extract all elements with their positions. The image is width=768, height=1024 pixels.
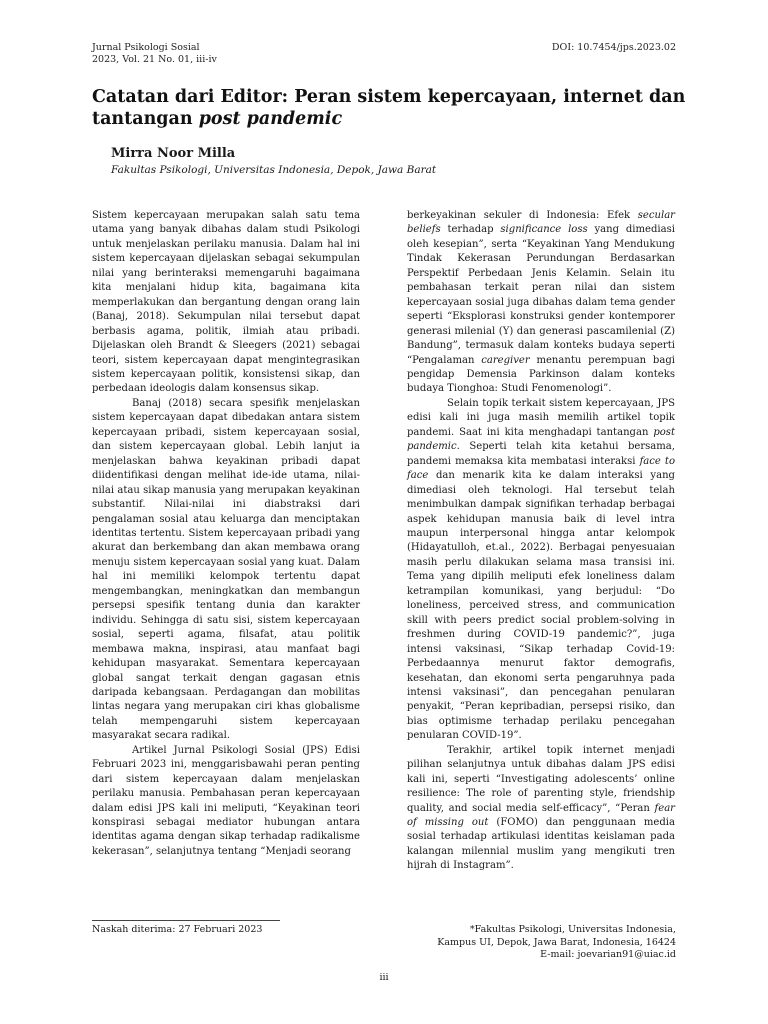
- paragraph-pandemic: Selain topik terkait sistem kepercayaan, JPS edisi kali ini juga masih memilih artikel topik pandemi. Saat ini kita menghadapi tantangan post pandemic. Seperti telah kita ketahui bersama, pandemi memaksa kita membatasi interaksi face to face dan menarik kita ke dalam interaksi yang dimediasi oleh teknologi. Hal tersebut telah menimbulkan dampak signifikan terhadap berbagai aspek kehidupan manusia baik di level intra maupun interpersonal hingga antar kelompok (Hidayatulloh, et.al., 2022). Berbagai penyesuaian masih perlu dilakukan selama masa transisi ini. Tema yang dipilih meliputi efek loneliness dalam ketrampilan komunikasi, yang berjudul: “Do loneliness, perceived stress, and communication skill with peers predict social problem-solving in freshmen during COVID-19 pandemic?”, juga intensi vaksinasi, “Sikap terhadap Covid-19: Perbedaannya menurut faktor demografis, kesehatan, dan ekonomi serta pengaruhnya pada intensi vaksinasi”, dan pencegahan penularan penyakit, “Peran kepribadian, persepsi risiko, dan bias optimisme terhadap perilaku pencegahan penularan COVID-19”.: [407, 397, 676, 742]
- doi-link[interactable]: DOI: 10.7454/jps.2023.02: [551, 42, 676, 53]
- running-header-left: [92, 42, 217, 66]
- paragraph-3: Artikel Jurnal Psikologi Sosial (JPS) Edisi Februari 2023 ini, menggarisbawahi peran penting dari sistem kepercayaan dalam menjelaskan perilaku manusia. Pembahasan peran kepercayaan dalam edisi JPS kali ini meliputi, “Keyakinan teori konspirasi sebagai mediator hubungan antara identitas agama dengan sikap terhadap radikalisme kekerasan”, selanjutnya tentang “Menjadi seorang: [92, 744, 360, 857]
- left-column: [92, 209, 360, 859]
- author-affiliation: Fakultas Psikologi, Universitas Indonesia, Depok, Jawa Barat: [111, 164, 437, 176]
- article-title-italic: post pandemic: [198, 109, 343, 129]
- footnote-divider: [92, 920, 280, 921]
- corr-email[interactable]: E-mail: joevarian91@uiac.id: [540, 949, 676, 960]
- paragraph-internet: Terakhir, artikel topik internet menjadi pilihan selanjutnya untuk dibahas dalam JPS edisi kali ini, seperti “Investigating adolescents’ online resilience: The role of parenting style, friendship quality, and social media self-efficacy”, “Peran fear of missing out (FOMO) dan penggunaan media sosial terhadap artikulasi identitas keislaman pada kalangan milennial muslim yang mengikuti tren hijrah di Instagram”.: [407, 744, 675, 872]
- paragraph-continuation: berkeyakinan sekuler di Indonesia: Efek secular beliefs terhadap significance loss yang dimediasi oleh kesepian”, serta “Keyakinan Yang Mendukung Tindak Kekerasan Perundungan Berdasarkan Perspektif Perbedaan Jenis Kelamin. Selain itu pembahasan terkait peran nilai dan sistem kepercayaan sosial juga dibahas dalam tema gender seperti “Eksplorasi konstruksi gender kontemporer generasi milenial (Y) dan generasi pascamilenial (Z) Bandung”, termasuk dalam konteks budaya seperti “Pengalaman caregiver menantu perempuan bagi pengidap Demensia Parkinson dalam konteks budaya Tionghoa: Studi Fenomenologi”.: [407, 210, 675, 395]
- article-title: [92, 86, 692, 130]
- author-name: Mirra Noor Milla: [111, 146, 236, 161]
- journal-volume: 2023, Vol. 21 No. 01, iii-iv: [92, 54, 217, 65]
- paragraph-2: Banaj (2018) secara spesifik menjelaskan sistem kepercayaan dapat dibedakan antara sistem kepercayaan pribadi, sistem kepercayaan sosial, dan sistem kepercayaan global. Lebih lanjut ia menjelaskan bahwa keyakinan pribadi dapat diidentifikasi dengan melihat ide-ide utama, nilai-nilai atau sikap manusia yang merupakan keyakinan substantif. Nilai-nilai ini diabstraksi dari pengalaman sosial atau keluarga dan menciptakan identitas tertentu. Sistem kepercayaan pribadi yang akurat dan berkembang dan akan membawa orang menuju sistem kepercayaan sosial yang kuat. Dalam hal ini memiliki kelompok tertentu dapat mengembangkan, meningkatkan dan membangun persepsi spesifik tentang dunia dan karakter individu. Sehingga di satu sisi, sistem kepercayaan sosial, seperti agama, filsafat, atau politik membawa makna, inspirasi, atau manfaat bagi kehidupan masyarakat. Sementara kepercayaan global sangat terkait dengan gagasan etnis daripada kebangsaan. Perdagangan dan mobilitas lintas negara yang merupakan ciri khas globalisme telah mempengaruhi sistem kepercayaan masyarakat secara radikal.: [92, 397, 360, 742]
- article-title-main: Catatan dari Editor: Peran sistem kepercayaan, internet dan tantangan: [92, 87, 686, 129]
- journal-name: Jurnal Psikologi Sosial: [92, 42, 200, 53]
- corr-affiliation: *Fakultas Psikologi, Universitas Indonesia,: [469, 924, 676, 935]
- received-date: Naskah diterima: 27 Februari 2023: [92, 924, 263, 935]
- corr-address: Kampus UI, Depok, Jawa Barat, Indonesia, 16424: [437, 936, 676, 948]
- page-number: iii: [379, 972, 389, 983]
- paragraph-1: Sistem kepercayaan merupakan salah satu tema utama yang banyak dibahas dalam studi Psikologi untuk menjelaskan perilaku manusia. Dalam hal ini sistem kepercayaan dijelaskan sebagai sekumpulan nilai yang berinteraksi memengaruhi bagaimana kita menjalani hidup kita, bagaimana kita memperlakukan dan bergantung dengan orang lain (Banaj, 2018). Sekumpulan nilai tersebut dapat berbasis agama, politik, ilmiah atau pribadi. Dijelaskan oleh Brandt & Sleegers (2021) sebagai teori, sistem kepercayaan dapat mengintegrasikan sistem kepercayaan politik, konsistensi sikap, dan perbedaan ideologis dalam konsensus sikap.: [92, 210, 360, 395]
- right-column: [407, 209, 675, 874]
- correspondence-address: [437, 924, 676, 962]
